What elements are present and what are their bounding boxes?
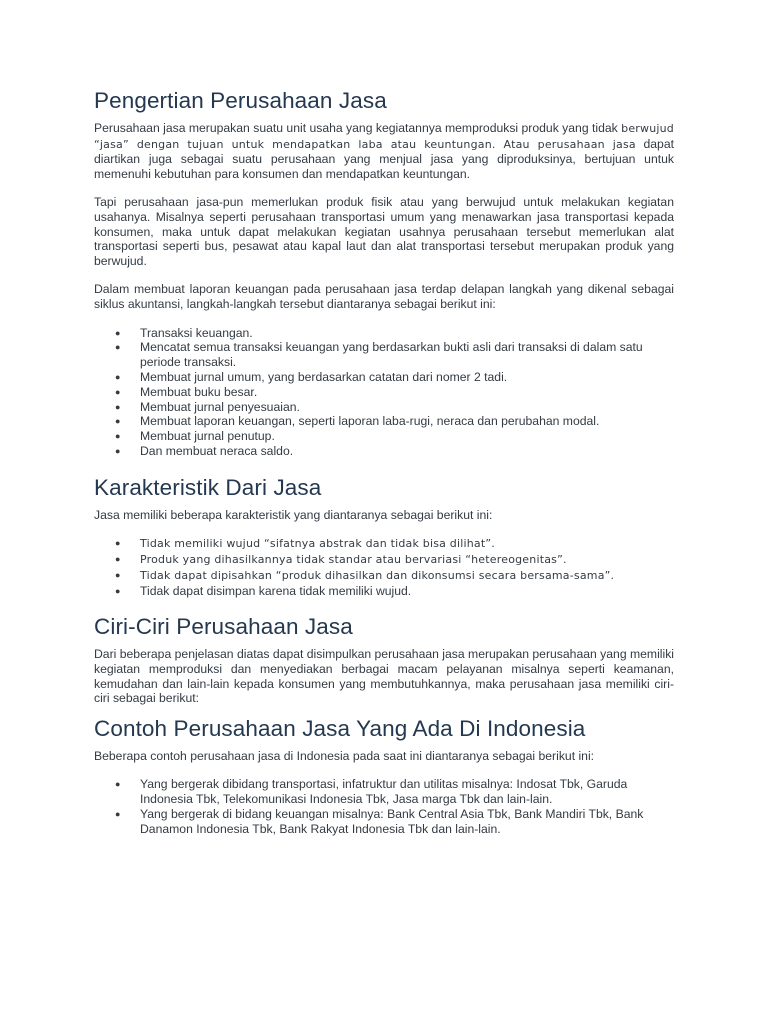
list-item-text: Membuat jurnal penutup.	[140, 429, 275, 444]
bullet-icon: ●	[115, 431, 121, 442]
list-item	[94, 429, 674, 444]
bullet-icon: ●	[115, 445, 121, 456]
paragraph-karakteristik-intro: Jasa memiliki beberapa karakteristik yang diantaranya sebagai berikut ini:	[94, 507, 493, 522]
list-item	[94, 414, 674, 429]
paragraph-line: dapat diartikan juga sebagai suatu perusahaan yang menjual jasa yang diproduksinya, bertujuan untuk memenuhi kebutuhan para konsumen dan mendapatkan keuntungan.	[94, 136, 674, 181]
bullet-icon: ●	[115, 554, 121, 565]
list-item-text: Tidak dapat disimpan karena tidak memiliki wujud.	[140, 583, 412, 598]
list-item-text: Tidak dapat dipisahkan “produk dihasilkan dan dikonsumsi secara bersama-sama”.	[140, 568, 615, 582]
bullet-icon: ●	[115, 809, 121, 820]
list-item	[94, 568, 674, 584]
list-item-text: Membuat jurnal umum, yang berdasarkan catatan dari nomer 2 tadi.	[140, 369, 508, 384]
bullet-icon: ●	[115, 538, 121, 549]
list-item-text: Produk yang dihasilkannya tidak standar atau bervariasi “hetereogenitas”.	[140, 553, 567, 567]
siklus-akuntansi-list	[94, 326, 674, 459]
list-item	[94, 777, 674, 807]
list-item-text: Dan membuat neraca saldo.	[140, 443, 294, 458]
paragraph-siklus-akuntansi-intro: Dalam membuat laporan keuangan pada perusahaan jasa terdap delapan langkah yang dikenal sebagai siklus akuntansi, langkah-langkah tersebut diantaranya sebagai berikut ini:	[94, 282, 674, 311]
karakteristik-list	[94, 536, 674, 598]
list-item	[94, 340, 674, 370]
list-item-text: Membuat buku besar.	[140, 384, 258, 399]
list-item-text: Transaksi keuangan.	[140, 325, 253, 340]
bullet-icon: ●	[115, 386, 121, 397]
contoh-list	[94, 777, 674, 836]
list-item	[94, 370, 674, 385]
paragraph-ciri-ciri: Dari beberapa penjelasan diatas dapat disimpulkan perusahaan jasa merupakan perusahaan yang memiliki kegiatan memproduksi dan menyediakan berbagai macam pelayanan misalnya seperti keamanan, kemudahan dan lain-lain kepada konsumen yang membutuhkannya, maka perusahaan jasa memiliki ciri-ciri sebagai berikut:	[94, 647, 674, 706]
paragraph-line: Perusahaan jasa merupakan suatu unit usaha yang kegiatannya memproduksi produk yang tidak	[94, 121, 618, 135]
paragraph-pengertian-definition	[94, 121, 674, 181]
paragraph-contoh-intro: Beberapa contoh perusahaan jasa di Indonesia pada saat ini diantaranya sebagai berikut ini:	[94, 748, 595, 763]
section-heading-ciri-ciri: Ciri-Ciri Perusahaan Jasa	[94, 614, 353, 640]
list-item-text: Yang bergerak dibidang transportasi, infatruktur dan utilitas misalnya: Indosat Tbk, Garuda Indonesia Tbk, Telekomunikasi Indonesia Tbk, Jasa marga Tbk dan lain-lain.	[140, 777, 628, 807]
document-page	[94, 86, 674, 837]
section-heading-karakteristik: Karakteristik Dari Jasa	[94, 474, 322, 500]
list-item-text: Membuat jurnal penyesuaian.	[140, 399, 300, 414]
list-item-text: Yang bergerak di bidang keuangan misalnya: Bank Central Asia Tbk, Bank Mandiri Tbk, Bank Danamon Indonesia Tbk, Bank Rakyat Indonesia Tbk dan lain-lain.	[140, 807, 644, 836]
list-item	[94, 807, 674, 837]
list-item	[94, 400, 674, 415]
list-item	[94, 584, 674, 599]
list-item	[94, 552, 674, 568]
list-item-text: Membuat laporan keuangan, seperti laporan laba-rugi, neraca dan perubahan modal.	[140, 414, 600, 429]
section-heading-pengertian: Pengertian Perusahaan Jasa	[94, 88, 387, 113]
bullet-icon: ●	[115, 327, 121, 338]
list-item	[94, 385, 674, 400]
bullet-icon: ●	[115, 371, 121, 382]
section-heading-contoh: Contoh Perusahaan Jasa Yang Ada Di Indonesia	[94, 715, 586, 741]
bullet-icon: ●	[115, 779, 121, 790]
paragraph-pengertian-physical-product: Tapi perusahaan jasa-pun memerlukan produk fisik atau yang berwujud untuk melakukan kegiatan usahanya. Misalnya seperti perusahaan transportasi umum yang menawarkan jasa transportasi kepada konsumen, maka untuk dapat melakukan kegiatan usahnya perusahaan tersebut memerlukan alat transportasi seperti bus, pesawat atau kapal laut dan alat transportasi tersebut merupakan produk yang berwujud.	[94, 195, 674, 268]
list-item	[94, 444, 674, 459]
bullet-icon: ●	[115, 401, 121, 412]
list-item-text: Tidak memiliki wujud “sifatnya abstrak dan tidak bisa dilihat”.	[140, 537, 495, 551]
bullet-icon: ●	[115, 569, 121, 580]
list-item-text: Mencatat semua transaksi keuangan yang berdasarkan bukti asli dari transaksi di dalam satu periode transaksi.	[140, 340, 643, 370]
bullet-icon: ●	[115, 342, 121, 353]
bullet-icon: ●	[115, 416, 121, 427]
paragraph-line: berwujud “jasa” dengan tujuan untuk mendapatkan laba atau keuntungan. Atau perusahaan jasa	[94, 122, 674, 151]
bullet-icon: ●	[115, 585, 121, 596]
list-item	[94, 326, 674, 341]
list-item	[94, 536, 674, 552]
